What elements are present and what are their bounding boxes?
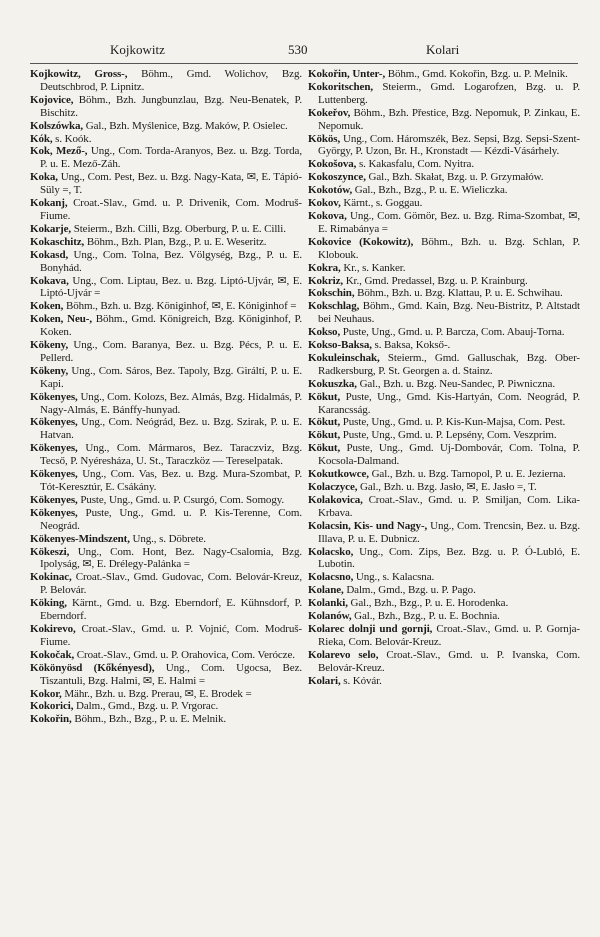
entry-headword: Kökenyes-Mindszent, bbox=[30, 532, 130, 545]
entry-text: Ung., Com. Neógrád, Bez. u. Bzg. Szirak, P. u. E. Hatvan. bbox=[40, 416, 302, 442]
entry-text: Puste, Ung., Gmd. u. P. Kis-Kun-Majsa, Com. Pest. bbox=[340, 416, 566, 429]
entry-text: Puste, Ung., Gmd. u. P. Kis-Terenne, Com. Neográd. bbox=[40, 506, 302, 532]
entry-headword: Kok, Mező-, bbox=[30, 145, 88, 158]
entry-headword: Kolane, bbox=[308, 584, 344, 597]
gazetteer-entry bbox=[308, 584, 580, 597]
entry-text: s. Kóvár. bbox=[340, 674, 382, 687]
right-column bbox=[308, 68, 580, 688]
entry-headword: Kokořin, Unter-, bbox=[308, 68, 386, 80]
entry-text: Böhm., Bzh. u. Bzg. Schlan, P. Klobouk. bbox=[318, 235, 580, 261]
entry-text: Gal., Bzh. u. Bzg. Jasło, ✉, E. Jasło =, T. bbox=[357, 481, 537, 493]
gazetteer-entry bbox=[308, 133, 580, 159]
entry-headword: Kokaschitz, bbox=[30, 235, 85, 248]
entry-headword: Kokoritschen, bbox=[308, 80, 374, 93]
entry-text: Ung., Com. Zips, Bez. Bzg. u. P. Ó-Lubló, E. Lubotin. bbox=[318, 545, 580, 571]
gazetteer-entry bbox=[308, 481, 580, 494]
entry-text: Steierm., Bzh. Cilli, Bzg. Oberburg, P. u. E. Cilli. bbox=[71, 222, 286, 235]
entry-headword: Kokarje, bbox=[30, 222, 72, 235]
entry-headword: Kolanów, bbox=[308, 610, 352, 623]
gazetteer-entry bbox=[30, 571, 302, 597]
entry-text: Böhm., Bzh. Přestice, Bzg. Nepomuk, P. Zinkau, E. Nepomuk. bbox=[318, 106, 580, 132]
gazetteer-entry bbox=[308, 442, 580, 468]
gazetteer-entry bbox=[308, 236, 580, 262]
entry-text: Kärnt., s. Goggau. bbox=[340, 197, 423, 210]
entry-text: Croat.-Slav., Gmd. Gudovac, Com. Belovár-Kreuz, P. Belovár. bbox=[40, 571, 302, 597]
entry-text: Dalm., Gmd., Bzg. u. P. Pago. bbox=[343, 584, 476, 597]
entry-text: Kr., Gmd. Predassel, Bzg. u. P. Krainburg. bbox=[343, 274, 528, 287]
entry-text: Puste, Ung., Gmd. Kis-Hartyán, Com. Neográd, P. Karancsság. bbox=[318, 390, 580, 416]
entry-headword: Kökut, bbox=[308, 416, 341, 429]
entry-headword: Kolanki, bbox=[308, 597, 348, 610]
entry-headword: Kokinac, bbox=[30, 571, 72, 584]
entry-headword: Kolacsko, bbox=[308, 545, 354, 558]
gazetteer-entry bbox=[30, 171, 302, 197]
entry-headword: Kók, bbox=[30, 132, 53, 145]
entry-headword: Kolari, bbox=[308, 674, 341, 687]
gazetteer-entry bbox=[30, 533, 302, 546]
entry-text: Gal., Bzh. Skałat, Bzg. u. P. Grzymałów. bbox=[365, 171, 544, 184]
entry-text: Mähr., Bzh. u. Bzg. Prerau, ✉, E. Brodek = bbox=[61, 687, 252, 700]
entry-text: Steierm., Gmd. Logarofzen, Bzg. u. P. Luttenberg. bbox=[318, 80, 580, 106]
entry-text: Ung., s. Kalacsna. bbox=[353, 571, 435, 584]
entry-text: Ung., Com. Trencsin, Bez. u. Bzg. Illava, P. u. E. Dubnicz. bbox=[318, 519, 580, 545]
gazetteer-entry bbox=[308, 352, 580, 378]
entry-headword: Kolszówka, bbox=[30, 119, 84, 132]
entry-headword: Kökenyes, bbox=[30, 468, 78, 481]
entry-text: Gal., Bzh. Myślenice, Bzg. Maków, P. Osielec. bbox=[83, 119, 288, 132]
entry-text: Ung., Com. Tolna, Bez. Völgység, Bzg., P. u. E. Bonyhád. bbox=[40, 248, 302, 274]
gazetteer-entry bbox=[308, 494, 580, 520]
gazetteer-entry bbox=[30, 494, 302, 507]
gazetteer-entry bbox=[308, 675, 580, 688]
gazetteer-entry bbox=[30, 391, 302, 417]
entry-text: Kr., s. Kanker. bbox=[340, 261, 406, 274]
gazetteer-entry bbox=[30, 662, 302, 688]
entry-headword: Kokov, bbox=[308, 197, 341, 210]
entry-text: Gal., Bzh. u. Bzg. Tarnopol, P. u. E. Jezierna. bbox=[368, 468, 566, 481]
entry-text: Ung., Com. Vas, Bez. u. Bzg. Mura-Szombat, P. Tót-Keresztúr, E. Csákány. bbox=[40, 468, 302, 493]
entry-headword: Kolacsno, bbox=[308, 571, 354, 584]
entry-headword: Kökeszi, bbox=[30, 545, 70, 558]
entry-headword: Kolarevo selo, bbox=[308, 648, 379, 661]
gazetteer-entry bbox=[308, 68, 580, 81]
entry-headword: Kokuleinschak, bbox=[308, 351, 380, 364]
gazetteer-entry bbox=[308, 107, 580, 133]
entry-text: Ung., Com. Hont, Bez. Nagy-Csalomia, Bzg. Ipolyság, ✉, E. Drélegy-Palánka = bbox=[40, 545, 302, 571]
entry-text: Ung., Com. Liptau, Bez. u. Bzg. Liptó-Ujvár, ✉, E. Liptó-Ujvár = bbox=[40, 274, 302, 300]
gazetteer-entry bbox=[308, 378, 580, 391]
entry-headword: Kojovice, bbox=[30, 93, 74, 106]
gazetteer-entry bbox=[30, 223, 302, 236]
entry-headword: Kökenyes, bbox=[30, 506, 78, 519]
entry-text: Ung., Com. Gömör, Bez. u. Bzg. Rima-Szombat, ✉, E. Rimabánya = bbox=[318, 209, 580, 235]
gazetteer-entry bbox=[308, 158, 580, 171]
entry-text: Böhm., Gmd. Kain, Bzg. Neu-Bistritz, P. Altstadt bei Neuhaus. bbox=[318, 300, 580, 326]
gazetteer-entry bbox=[30, 688, 302, 701]
entry-headword: Kokava, bbox=[30, 274, 69, 287]
entry-headword: Kokořin, bbox=[30, 713, 72, 726]
entry-headword: Kokriz, bbox=[308, 274, 344, 287]
entry-text: Ung., Com. Pest, Bez. u. Bzg. Nagy-Kata, ✉, E. Tápió-Süly =, T. bbox=[40, 171, 302, 197]
gazetteer-entry bbox=[30, 365, 302, 391]
page-number: 530 bbox=[288, 42, 308, 57]
gazetteer-entry bbox=[308, 391, 580, 417]
entry-text: Gal., Bzh., Bzg., P. u. E. Bochnia. bbox=[351, 610, 500, 623]
gazetteer-entry bbox=[30, 236, 302, 249]
entry-text: Ung., Com. Torda-Aranyos, Bez. u. Bzg. Torda, P. u. E. Mező-Záh. bbox=[40, 145, 302, 171]
entry-text: s. Koók. bbox=[52, 132, 92, 145]
gazetteer-entry bbox=[308, 468, 580, 481]
gazetteer-entry bbox=[308, 546, 580, 572]
entry-text: s. Baksa, Kokső-. bbox=[371, 339, 451, 352]
gazetteer-entry bbox=[30, 339, 302, 365]
gazetteer-entry bbox=[308, 81, 580, 107]
entry-text: Gal., Bzh. u. Bzg. Neu-Sandec, P. Piwniczna. bbox=[356, 377, 555, 390]
entry-headword: Kökenyes, bbox=[30, 416, 78, 429]
gazetteer-entry bbox=[308, 262, 580, 275]
entry-headword: Kokeřov, bbox=[308, 106, 351, 119]
entry-headword: Koken, Neu-, bbox=[30, 313, 92, 326]
entry-headword: Kokova, bbox=[308, 209, 347, 222]
header-left-keyword: Kojkowitz bbox=[110, 42, 165, 57]
entry-headword: Kökeny, bbox=[30, 364, 69, 377]
gazetteer-entry bbox=[30, 249, 302, 275]
entry-headword: Kokso-Baksa, bbox=[308, 339, 372, 352]
entry-headword: Koken, bbox=[30, 300, 64, 313]
entry-headword: Kokutkowce, bbox=[308, 468, 369, 481]
header-right-keyword: Kolari bbox=[426, 42, 460, 57]
entry-headword: Kokanj, bbox=[30, 197, 68, 210]
entry-text: Puste, Ung., Gmd. Uj-Dombovár, Com. Tolna, P. Kocsola-Dalmand. bbox=[318, 442, 580, 468]
entry-headword: Koka, bbox=[30, 171, 58, 184]
gazetteer-entry bbox=[30, 468, 302, 494]
gazetteer-entry bbox=[308, 197, 580, 210]
entry-text: Croat.-Slav., Gmd. u. P. Ivanska, Com. Belovár-Kreuz. bbox=[318, 648, 581, 674]
gazetteer-entry bbox=[30, 68, 302, 94]
entry-text: s. Kakasfalu, Com. Nyitra. bbox=[356, 158, 474, 171]
entry-text: Ung., s. Döbrete. bbox=[129, 532, 206, 545]
entry-headword: Kokra, bbox=[308, 261, 341, 274]
entry-headword: Kökeny, bbox=[30, 339, 69, 352]
gazetteer-entry bbox=[308, 520, 580, 546]
entry-text: Gal., Bzh., Bzg., P. u. E. Wieliczka. bbox=[352, 184, 508, 197]
gazetteer-entry bbox=[308, 649, 580, 675]
gazetteer-entry bbox=[30, 546, 302, 572]
gazetteer-entry bbox=[30, 416, 302, 442]
entry-headword: Kokso, bbox=[308, 326, 341, 339]
entry-text: Dalm., Gmd., Bzg. u. P. Vrgorac. bbox=[73, 700, 219, 713]
gazetteer-entry bbox=[308, 339, 580, 352]
left-column bbox=[30, 68, 302, 726]
gazetteer-entry bbox=[308, 416, 580, 429]
gazetteer-entry bbox=[308, 210, 580, 236]
entry-text: Croat.-Slav., Gmd. u. P. Smiljan, Com. Lika-Krbava. bbox=[318, 493, 580, 519]
entry-text: Ung., Com. Sáros, Bez. Tapoly, Bzg. Giráltí, P. u. E. Kapi. bbox=[40, 364, 302, 390]
gazetteer-entry bbox=[30, 313, 302, 339]
entry-headword: Kolacsin, Kis- und Nagy-, bbox=[308, 519, 428, 532]
entry-text: Croat.-Slav., Gmd. u. P. Gornja-Rieka, Com. Belovár-Kreuz. bbox=[318, 622, 580, 648]
entry-headword: Kökös, bbox=[308, 132, 341, 145]
entry-text: Steierm., Gmd. Galluschak, Bzg. Ober-Radkersburg, P. St. Georgen a. d. Stainz. bbox=[318, 351, 580, 377]
entry-text: Böhm., Bzh., Bzg., P. u. E. Melnik. bbox=[71, 713, 227, 726]
gazetteer-entry bbox=[30, 94, 302, 120]
entry-text: Ung., Com. Ugocsa, Bez. Tiszantuli, Bzg. Halmi, ✉, E. Halmi = bbox=[40, 661, 302, 687]
entry-text: Gal., Bzh., Bzg., P. u. E. Horodenka. bbox=[347, 597, 509, 610]
gazetteer-entry bbox=[30, 700, 302, 713]
gazetteer-entry bbox=[30, 649, 302, 662]
gazetteer-entry bbox=[308, 326, 580, 339]
entry-text: Ung., Com. Mármaros, Bez. Taraczviz, Bzg. Tecső, P. Nyéresháza, U. St., Taraczköz — Tereselpatak. bbox=[40, 442, 302, 468]
gazetteer-entry bbox=[30, 120, 302, 133]
entry-headword: Kökenyes, bbox=[30, 493, 78, 506]
gazetteer-entry bbox=[308, 300, 580, 326]
entry-headword: Kokschlag, bbox=[308, 300, 360, 313]
gazetteer-entry bbox=[308, 184, 580, 197]
entry-headword: Kokotów, bbox=[308, 184, 353, 197]
gazetteer-entry bbox=[30, 300, 302, 313]
entry-headword: Kökönyösd (Kőkényesd), bbox=[30, 661, 155, 674]
entry-text: Ung., Com. Háromszék, Bez. Sepsi, Bzg. Sepsi-Szent-György, P. Uzon, Br. H., Kronstadt — Kézdi-Vásárhely. bbox=[318, 132, 580, 158]
entry-headword: Kokoszynce, bbox=[308, 171, 366, 184]
entry-text: Böhm., Gmd. Königreich, Bzg. Königinhof, P. Koken. bbox=[40, 313, 302, 339]
entry-text: Böhm., Bzh. u. Bzg. Königinhof, ✉, E. Königinhof = bbox=[63, 300, 297, 313]
gazetteer-entry bbox=[308, 610, 580, 623]
entry-headword: Kolarec dolnji und gornji, bbox=[308, 622, 433, 635]
gazetteer-entry bbox=[308, 287, 580, 300]
gazetteer-entry bbox=[30, 197, 302, 223]
gazetteer-entry bbox=[308, 571, 580, 584]
entry-text: Ung., Com. Baranya, Bez. u. Bzg. Pécs, P. u. E. Pellerd. bbox=[40, 339, 302, 364]
gazetteer-entry bbox=[308, 597, 580, 610]
gazetteer-entry bbox=[30, 623, 302, 649]
entry-headword: Kökenyes, bbox=[30, 390, 78, 403]
entry-headword: Kokschin, bbox=[308, 287, 355, 300]
entry-text: Böhm., Gmd. Wolichov, Bzg. Deutschbrod, P. Lipnitz. bbox=[40, 68, 302, 93]
entry-text: Ung., Com. Kolozs, Bez. Almás, Bzg. Hidalmás, P. Nagy-Almás, E. Bánffy-hunyad. bbox=[40, 390, 302, 416]
entry-headword: Kökenyes, bbox=[30, 442, 78, 455]
gazetteer-entry bbox=[308, 429, 580, 442]
entry-headword: Kojkowitz, Gross-, bbox=[30, 68, 128, 80]
entry-text: Croat.-Slav., Gmd. u. P. Drivenik, Com. Modruš-Fiume. bbox=[40, 197, 302, 222]
entry-text: Böhm., Bzh. u. Bzg. Klattau, P. u. E. Schwihau. bbox=[354, 287, 563, 300]
entry-text: Böhm., Bzh. Jungbunzlau, Bzg. Neu-Benatek, P. Bischitz. bbox=[40, 93, 302, 119]
entry-headword: Kolakovica, bbox=[308, 493, 363, 506]
gazetteer-entry bbox=[30, 713, 302, 726]
gazetteer-entry bbox=[30, 133, 302, 146]
entry-text: Puste, Ung., Gmd. u. P. Barcza, Com. Abauj-Torna. bbox=[340, 326, 565, 339]
gazetteer-entry bbox=[308, 275, 580, 288]
gazetteer-entry bbox=[30, 507, 302, 533]
entry-text: Croat.-Slav., Gmd. u. P. Orahovica, Com. Verócze. bbox=[74, 648, 295, 661]
page-header bbox=[0, 42, 600, 62]
entry-headword: Kokošova, bbox=[308, 158, 357, 171]
entry-text: Puste, Ung., Gmd. u. P. Csurgó, Com. Somogy. bbox=[77, 493, 285, 506]
entry-headword: Kokočak, bbox=[30, 648, 75, 661]
entry-headword: Kolaczyce, bbox=[308, 481, 358, 493]
header-divider bbox=[30, 63, 578, 64]
entry-headword: Kokirevo, bbox=[30, 622, 76, 635]
entry-text: Kärnt., Gmd. u. Bzg. Eberndorf, E. Kühnsdorf, P. Eberndorf. bbox=[40, 597, 302, 623]
gazetteer-entry bbox=[30, 597, 302, 623]
entry-headword: Kokuszka, bbox=[308, 377, 357, 390]
gazetteer-entry bbox=[30, 442, 302, 468]
gazetteer-entry bbox=[308, 171, 580, 184]
entry-text: Böhm., Gmd. Kokořin, Bzg. u. P. Melnik. bbox=[385, 68, 568, 80]
entry-headword: Kokor, bbox=[30, 687, 62, 700]
entry-text: Puste, Ung., Gmd. u. P. Lepsény, Com. Veszprim. bbox=[340, 429, 557, 442]
entry-text: Böhm., Bzh. Plan, Bzg., P. u. E. Weseritz. bbox=[84, 235, 267, 248]
gazetteer-entry bbox=[30, 275, 302, 301]
entry-headword: Kökut, bbox=[308, 429, 341, 442]
entry-headword: Kokovice (Kokowitz), bbox=[308, 235, 414, 248]
gazetteer-entry bbox=[308, 623, 580, 649]
entry-headword: Kokasd, bbox=[30, 248, 69, 261]
entry-headword: Köking, bbox=[30, 597, 67, 610]
entry-text: Croat.-Slav., Gmd. u. P. Vojnić, Com. Modruš-Fiume. bbox=[40, 622, 302, 648]
entry-headword: Kökut, bbox=[308, 442, 341, 455]
entry-headword: Kökut, bbox=[308, 390, 341, 403]
gazetteer-entry bbox=[30, 145, 302, 171]
entry-headword: Kokorici, bbox=[30, 700, 74, 713]
